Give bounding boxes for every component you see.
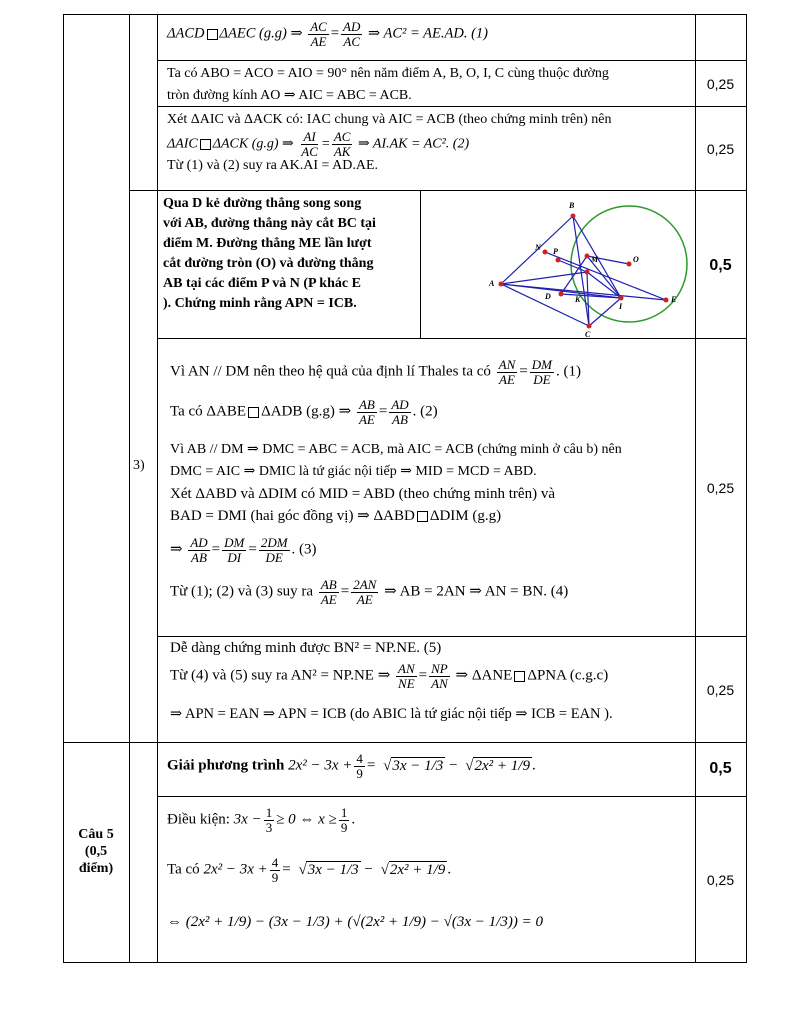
denominator: AE bbox=[320, 591, 337, 607]
row6-score: 0,25 bbox=[706, 682, 735, 698]
row-divider-1 bbox=[157, 60, 747, 61]
cau5-label bbox=[63, 826, 129, 877]
label-o: O bbox=[633, 255, 639, 264]
numerator: NP bbox=[431, 661, 448, 676]
row-divider-6 bbox=[63, 742, 747, 743]
label-a: A bbox=[489, 279, 495, 288]
label-m: M bbox=[591, 255, 599, 264]
row3-line1: Xét ΔAIC và ΔACK có: IAC chung và AIC = ACB (theo chứng minh trên) nên bbox=[167, 112, 612, 127]
denominator: AC bbox=[301, 143, 318, 159]
numerator: 2AN bbox=[353, 577, 377, 592]
denominator: NE bbox=[398, 675, 415, 691]
triangle-ack: ΔACK (g.g) ⇒ bbox=[212, 136, 294, 152]
numerator: AN bbox=[398, 661, 415, 676]
row-divider-7 bbox=[157, 796, 747, 797]
denominator: DI bbox=[227, 549, 242, 565]
row3-line3: Từ (1) và (2) suy ra AK.AI = AD.AE. bbox=[167, 158, 379, 174]
similar-symbol-icon bbox=[200, 139, 211, 150]
row8-line2 bbox=[167, 856, 692, 908]
text: Từ (1); (2) và (3) suy ra bbox=[170, 583, 314, 600]
fraction bbox=[354, 752, 365, 780]
text: ΔPNA (c.g.c) bbox=[527, 667, 609, 684]
text: Điều kiện: bbox=[167, 811, 230, 828]
label-e: E bbox=[671, 295, 677, 304]
label-b: B bbox=[569, 201, 575, 210]
part-label-3: 3) bbox=[133, 458, 145, 473]
text: = bbox=[366, 757, 376, 774]
label-n: N bbox=[535, 243, 541, 252]
question-line: cắt đường tròn (O) và đường thẳng bbox=[163, 256, 374, 271]
text: Ta có bbox=[167, 861, 200, 878]
col-divider-1b bbox=[129, 742, 130, 963]
solution-table bbox=[63, 14, 746, 963]
text: ΔDIM (g.g) bbox=[429, 508, 502, 524]
row-divider-3 bbox=[129, 190, 747, 191]
fraction bbox=[308, 20, 329, 48]
text: Ta có ΔABE bbox=[170, 403, 247, 420]
row5-line1: Vì AN // DM nên theo hệ quả của định lí Thales ta có $\frac{AN}{AE}$ = $\frac{DM}{DE}$ . (1) bbox=[170, 357, 581, 387]
numerator: AN bbox=[498, 357, 516, 372]
fraction bbox=[530, 358, 554, 386]
text: điểm) bbox=[78, 861, 114, 876]
col-divider-1 bbox=[129, 14, 130, 742]
text: = bbox=[282, 861, 291, 878]
row3-score: 0,25 bbox=[706, 141, 735, 157]
similar-symbol-icon bbox=[207, 29, 218, 40]
text: − bbox=[449, 757, 458, 774]
row8-score: 0,25 bbox=[706, 872, 735, 888]
fraction bbox=[396, 662, 417, 690]
text: . (2) bbox=[412, 403, 438, 420]
fraction bbox=[264, 806, 275, 834]
fraction bbox=[222, 536, 246, 564]
fraction bbox=[299, 130, 320, 158]
question-line: AB tại các điểm P và N (P khác E bbox=[163, 276, 361, 291]
text: BAD = DMI (hai góc đồng vị) ⇒ ΔABD bbox=[170, 508, 415, 524]
row5-line2: Ta có ΔABE ΔADB (g.g) ⇒ $\frac{AB}{AE}$ = $\frac{AD}{AB}$ . (2) bbox=[170, 397, 438, 427]
label-p: P bbox=[553, 247, 558, 256]
numerator: 4 bbox=[356, 751, 363, 766]
row5-line7: ⇒ $\frac{AD}{AB}$ = $\frac{DM}{DI}$ = $\frac{2DM}{DE}$ . (3) bbox=[170, 535, 317, 565]
numerator: 1 bbox=[265, 805, 273, 820]
row5-score: 0,25 bbox=[706, 480, 735, 496]
numerator: AD bbox=[190, 535, 208, 550]
denominator: DE bbox=[265, 549, 283, 565]
numerator: DM bbox=[531, 357, 552, 372]
fraction bbox=[389, 398, 410, 426]
denominator: AC bbox=[343, 33, 361, 49]
question-line: với AB, đường thẳng này cắt BC tại bbox=[163, 216, 376, 231]
table-border-right bbox=[746, 14, 747, 963]
row6-line1: Dễ dàng chứng minh được BN² = NP.NE. (5) bbox=[170, 640, 442, 656]
row5-content bbox=[170, 358, 695, 606]
row7-content bbox=[167, 752, 692, 780]
numerator: 4 bbox=[271, 855, 279, 870]
text: Từ (4) và (5) suy ra AN² = NP.NE ⇒ bbox=[170, 667, 391, 684]
denominator: 9 bbox=[356, 765, 363, 781]
row4-score: 0,5 bbox=[709, 257, 732, 274]
sqrt-expression: √ 3x − 1/3 bbox=[391, 757, 445, 775]
fraction bbox=[259, 536, 290, 564]
text: ΔADB (g.g) ⇒ bbox=[261, 403, 352, 420]
triangle-aic: ΔAIC bbox=[167, 136, 198, 152]
text: . bbox=[531, 757, 536, 774]
text: . (3) bbox=[291, 541, 317, 558]
sqrt-expression: √ 2x² + 1/9 bbox=[473, 757, 532, 775]
geometry-figure bbox=[481, 194, 693, 339]
fraction bbox=[357, 398, 377, 426]
row5-line6 bbox=[170, 508, 695, 536]
label-i: I bbox=[619, 302, 623, 311]
text: 2x² − 3x + bbox=[203, 861, 268, 878]
row1-tail: ⇒ AC² = AE.AD. (1) bbox=[368, 25, 488, 42]
denominator: AN bbox=[431, 675, 448, 691]
fraction bbox=[188, 536, 209, 564]
triangle-acd: ΔACD bbox=[167, 25, 205, 42]
denominator: AB bbox=[191, 549, 207, 565]
numerator: 2DM bbox=[260, 535, 288, 550]
row5-line4: DMC = AIC ⇒ DMIC là tứ giác nội tiếp ⇒ MID = MCD = ABD. bbox=[170, 464, 537, 479]
fraction bbox=[332, 130, 353, 158]
text: . bbox=[447, 861, 452, 878]
figure-divider bbox=[420, 190, 421, 338]
denominator: AK bbox=[333, 143, 351, 159]
row-divider-2 bbox=[157, 106, 747, 107]
row8-line1 bbox=[167, 806, 692, 856]
row8-content bbox=[167, 806, 692, 931]
row-divider-4 bbox=[157, 338, 747, 339]
text: . bbox=[351, 811, 356, 828]
numerator: AB bbox=[320, 577, 337, 592]
fraction bbox=[351, 578, 378, 606]
denominator: 9 bbox=[340, 819, 348, 835]
text: . (1) bbox=[555, 363, 581, 380]
text: ⇒ ΔANE bbox=[455, 667, 513, 684]
row8-line3: ⇔ (2x² + 1/9) − (3x − 1/3) + (√(2x² + 1/9) − √(3x − 1/3)) = 0 bbox=[167, 914, 543, 930]
numerator: AD bbox=[343, 19, 361, 34]
row2-line2: tròn đường kính AO ⇒ AIC = ABC = ACB. bbox=[167, 88, 412, 104]
row7-score: 0,5 bbox=[709, 760, 732, 777]
fraction bbox=[341, 20, 362, 48]
text: ⇒ bbox=[170, 541, 183, 558]
triangle-aec: ΔAEC (g.g) ⇒ bbox=[219, 25, 303, 42]
col-divider-2 bbox=[157, 14, 158, 963]
text: (0,5 bbox=[84, 844, 108, 859]
denominator: 3 bbox=[265, 819, 273, 835]
denominator: 9 bbox=[271, 869, 279, 885]
label-d: D bbox=[545, 292, 551, 301]
table-border-top bbox=[63, 14, 747, 15]
row2-line1: Ta có ABO = ACO = AIO = 90° nên năm điểm A, B, O, I, C cùng thuộc đường bbox=[167, 66, 609, 81]
row6-line2: Từ (4) và (5) suy ra AN² = NP.NE ⇒ $\frac{AN}{NE}$ = $\frac{NP}{AN}$ ⇒ ΔANE ΔPNA (c.g.c) bbox=[170, 661, 609, 691]
question-line: Qua D kẻ đường thẳng song song bbox=[163, 196, 362, 211]
text: − bbox=[364, 861, 373, 878]
row-divider-5 bbox=[157, 636, 747, 637]
denominator: AE bbox=[499, 371, 515, 387]
row2-content bbox=[167, 66, 692, 104]
similar-symbol-icon bbox=[248, 407, 259, 418]
row2-score: 0,25 bbox=[706, 76, 735, 92]
row3-content bbox=[167, 112, 692, 174]
question-line: ). Chứng minh rằng APN = ICB. bbox=[163, 296, 357, 311]
label-c: C bbox=[585, 330, 591, 339]
row3-line2-tail: ⇒ AI.AK = AC². (2) bbox=[357, 136, 470, 152]
numerator: AC bbox=[310, 19, 327, 34]
numerator: DM bbox=[224, 535, 245, 550]
denominator: AE bbox=[356, 591, 373, 607]
row4-question bbox=[163, 194, 418, 314]
fraction bbox=[319, 578, 339, 606]
text: ≥ 0 ⇔ x ≥ bbox=[276, 811, 337, 828]
text: 3x − bbox=[233, 811, 262, 828]
row1-content bbox=[167, 20, 687, 48]
fraction bbox=[497, 358, 518, 386]
row3-line2: ΔAIC ΔACK (g.g) ⇒ $\frac{AI}{AC}$ = $\frac{AC}{AK}$ ⇒ AI.AK = AC². (2) bbox=[167, 129, 470, 159]
similar-symbol-icon bbox=[417, 511, 428, 522]
similar-symbol-icon bbox=[514, 671, 525, 682]
sqrt-expression: √ 2x² + 1/9 bbox=[389, 861, 448, 879]
figure-lines bbox=[501, 216, 666, 326]
sqrt-expression: √ 3x − 1/3 bbox=[306, 861, 360, 879]
numerator: AB bbox=[358, 397, 375, 412]
row5-line5: Xét ΔABD và ΔDIM có MID = ABD (theo chứng minh trên) và bbox=[170, 486, 555, 502]
row6-line3: ⇒ APN = EAN ⇒ APN = ICB (do ABIC là tứ giác nội tiếp ⇒ ICB = EAN ). bbox=[170, 706, 613, 722]
numerator: AI bbox=[303, 129, 316, 145]
numerator: AC bbox=[333, 129, 351, 145]
text: ⇒ AB = 2AN ⇒ AN = BN. (4) bbox=[384, 583, 569, 600]
denominator: AE bbox=[358, 411, 375, 427]
fraction bbox=[270, 856, 281, 884]
text: Câu 5 bbox=[78, 827, 114, 842]
denominator: AB bbox=[392, 411, 408, 427]
row5-line3: Vì AB // DM ⇒ DMC = ABC = ACB, mà AIC = ACB (chứng minh ở câu b) nên bbox=[170, 442, 622, 457]
solve-equation-label: Giải phương trình bbox=[167, 757, 285, 774]
denominator: AE bbox=[310, 33, 327, 49]
row6-content bbox=[170, 640, 695, 723]
numerator: 1 bbox=[340, 805, 348, 820]
question-line: điểm M. Đường thẳng ME lần lượt bbox=[163, 236, 372, 251]
fraction bbox=[339, 806, 350, 834]
table-border-bottom bbox=[63, 962, 747, 963]
table-border-left bbox=[63, 14, 64, 963]
text: Vì AN // DM nên theo hệ quả của định lí Thales ta có bbox=[170, 363, 491, 380]
fraction bbox=[429, 662, 450, 690]
equals: = bbox=[330, 25, 340, 42]
denominator: DE bbox=[533, 371, 551, 387]
row5-line8: Từ (1); (2) và (3) suy ra $\frac{AB}{AE}$ = $\frac{2AN}{AE}$ ⇒ AB = 2AN ⇒ AN = BN. (4) bbox=[170, 577, 569, 607]
label-k: K bbox=[575, 295, 581, 304]
numerator: AD bbox=[391, 397, 409, 412]
text: 2x² − 3x + bbox=[288, 757, 353, 774]
